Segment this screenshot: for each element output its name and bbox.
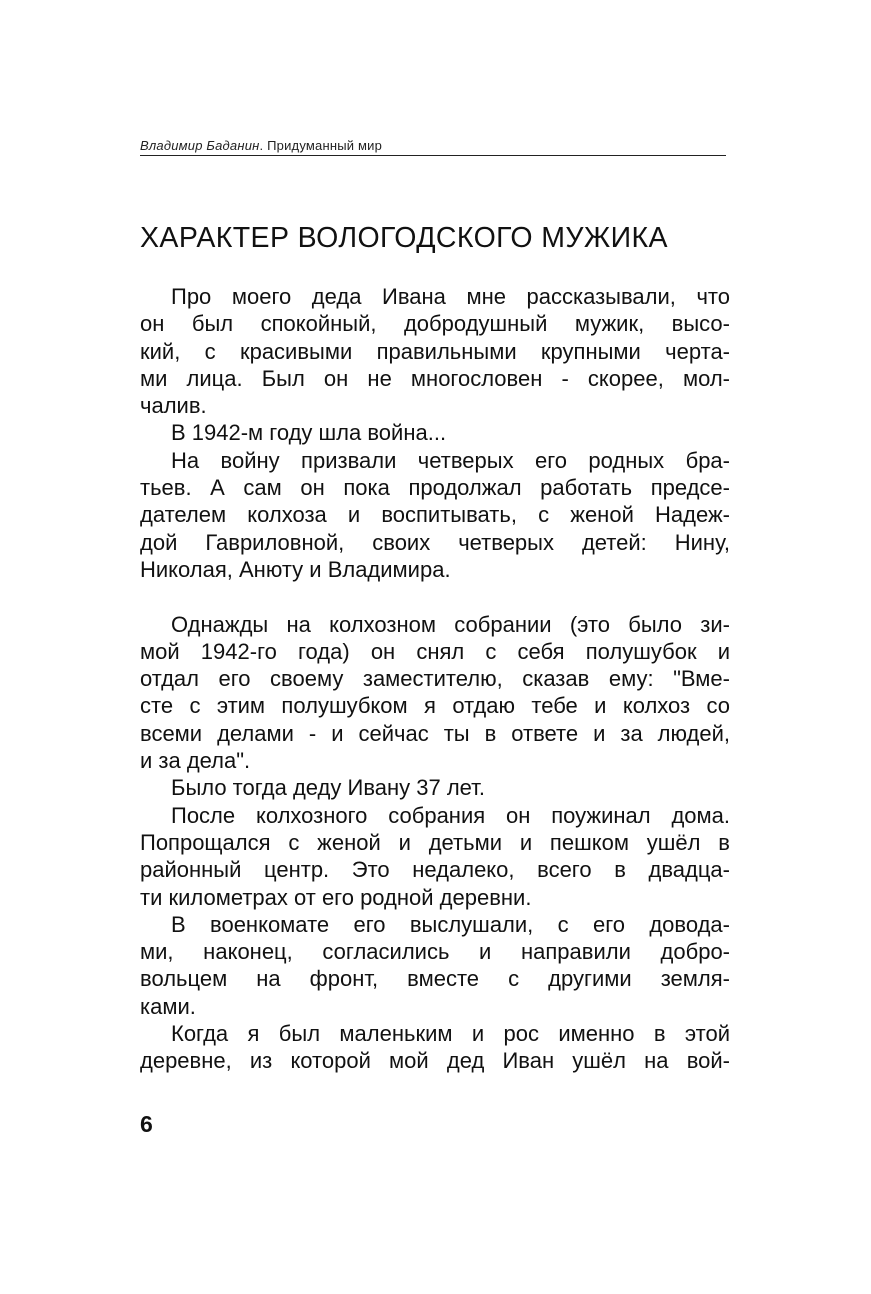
text-line: В 1942-м году шла война...: [171, 420, 447, 446]
text-line: деревне, из которой мой дед Иван ушёл на вой-: [140, 1048, 730, 1074]
text-line: тьев. А сам он пока продолжал работать предсе-: [140, 475, 730, 501]
text-line: Было тогда деду Ивану 37 лет.: [171, 775, 485, 801]
text-line: ками.: [140, 993, 196, 1019]
text-line: он был спокойный, добродушный мужик, высо-: [140, 311, 730, 337]
text-line: ми лица. Был он не многословен - скорее, мол-: [140, 365, 730, 391]
text-line: В военкомате его выслушали, с его довода-: [171, 911, 730, 937]
text-line: Однажды на колхозном собрании (это было зи-: [171, 611, 730, 637]
paragraph-gap: [140, 583, 730, 610]
text-line: отдал его своему заместителю, сказав ему: "Вме-: [140, 666, 730, 692]
text-line: мой 1942-го года) он снял с себя полушубок и: [140, 638, 730, 664]
text-line: ти километрах от его родной деревни.: [140, 884, 532, 910]
text-line: кий, с красивыми правильными крупными черта-: [140, 338, 730, 364]
text-line: ми, наконец, согласились и направили добро-: [140, 939, 730, 965]
text-line: Попрощался с женой и детьми и пешком ушёл в: [140, 829, 730, 855]
running-head-author: Владимир Баданин: [140, 138, 260, 153]
running-head-book-title: . Придуманный мир: [259, 138, 383, 153]
text-line: Когда я был маленьким и рос именно в этой: [171, 1021, 730, 1047]
text-line: После колхозного собрания он поужинал дома.: [171, 802, 730, 828]
chapter-title: ХАРАКТЕР ВОЛОГОДСКОГО МУЖИКА: [140, 222, 668, 254]
text-line: чалив.: [140, 393, 207, 419]
page-number: 6: [140, 1111, 153, 1137]
text-line: дателем колхоза и воспитывать, с женой Надеж-: [140, 502, 730, 528]
body-text: [140, 283, 730, 1075]
text-line: районный центр. Это недалеко, всего в двадца-: [140, 857, 730, 883]
text-line: вольцем на фронт, вместе с другими земля-: [140, 966, 730, 992]
text-line: и за дела".: [140, 748, 251, 774]
header-rule: [140, 155, 726, 156]
running-head: [140, 138, 382, 153]
text-line: сте с этим полушубком я отдаю тебе и колхоз со: [140, 693, 730, 719]
text-line: дой Гавриловной, своих четверых детей: Нину,: [140, 529, 730, 555]
text-line: Николая, Анюту и Владимира.: [140, 556, 451, 582]
text-line: всеми делами - и сейчас ты в ответе и за людей,: [140, 720, 730, 746]
text-line: На войну призвали четверых его родных бра-: [171, 447, 730, 473]
text-line: Про моего деда Ивана мне рассказывали, что: [171, 284, 730, 309]
